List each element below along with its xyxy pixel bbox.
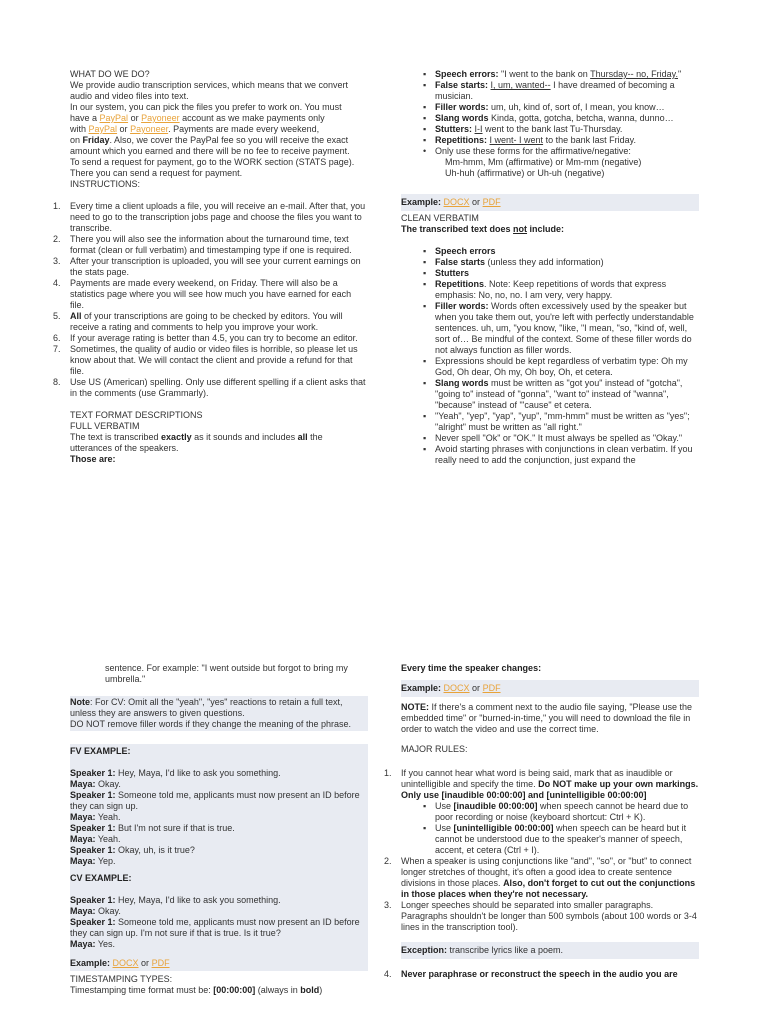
pdf-link[interactable]: PDF xyxy=(151,958,170,968)
list-item: 6. If your average rating is better than 4.5, you can try to become an editor. xyxy=(53,333,358,343)
dialog-line: Speaker 1: Someone told me, applicants must now present an ID before they can sign up. I'm not sure if that is true. Is it true? xyxy=(70,917,360,938)
list-item: ▪ "Yeah", "yep", "yap", "yup", "mm-hmm" must be written as "yes"; "alright" must be written as "all right." xyxy=(421,411,699,433)
list-item: ▪ Stutters xyxy=(421,268,699,279)
list-item: ▪ Stutters: I-I went to the bank last Tu-Thursday. xyxy=(421,124,699,135)
intro-paragraph-3: have a PayPal or Payoneer account as we make payments only xyxy=(70,113,325,123)
those-are-label: Those are: xyxy=(70,454,116,464)
list-item: ▪ Speech errors xyxy=(421,246,699,257)
sentence-continuation: sentence. For example: "I went outside but forgot to bring my umbrella." xyxy=(105,663,348,684)
affirmative-list xyxy=(421,146,699,179)
list-item: ▪ Never spell "Ok" or "OK." It must always be spelled as "Okay." xyxy=(421,433,699,444)
list-item: 4. Payments are made every weekend, on Friday. There will also be a statistics page where you will see how much you have earned for each file. xyxy=(53,278,352,310)
intro-paragraph-5: on Friday. Also, we cover the PayPal fee so you will receive the exact amount which you earned and there will be no fee to receive payment. xyxy=(70,135,350,156)
pdf-link[interactable]: PDF xyxy=(482,197,501,207)
list-item: ▪ Avoid starting phrases with conjunctions in clean verbatim. If you really need to add the conjunction, just expand the xyxy=(421,444,699,466)
list-item: • Only use these forms for the affirmative/negative: Mm-hmm, Mm (affirmative) or Mm-mm (negative) Uh-huh (affirmative) or Uh-uh (negative) xyxy=(421,146,699,179)
list-item: 1. Every time a client uploads a file, you will receive an e-mail. After that, you need to go to the transcription jobs page and choose the files you want to transcribe. xyxy=(53,201,366,233)
list-item: 8. Use US (American) spelling. Only use different spelling if a client asks that in the comments (use Grammarly). xyxy=(53,377,366,398)
list-item: 1. If you cannot hear what word is being said, mark that as inaudible or unintelligible and specify the time. Do NOT make up your own markings. Only use [inaudible 00:00:00] and [unintelligible 00:00:00] ▪ Use [inaudible 00:00:00] when speech cannot be heard due to poor recording or noise (keyboard shortcut: Ctrl + K). ▪ Use [unintelligible 00:00:00] when speech can be heard but it cannot be understood due to the speaker's manner of speech, accent, et cetera (Ctrl + I). xyxy=(401,768,699,856)
embedded-time-note: NOTE: If there's a comment next to the audio file saying, "Please use the embedded time" or "burned-in-time," you will need to download the file in order to watch the video and use the correct time. xyxy=(401,702,693,734)
text-format-heading: TEXT FORMAT DESCRIPTIONS xyxy=(70,410,203,420)
timestamping-heading: TIMESTAMPING TYPES: xyxy=(70,974,173,984)
exception-box: Exception: transcribe lyrics like a poem. xyxy=(401,942,699,959)
list-item: ▪ Use [inaudible 00:00:00] when speech cannot be heard due to poor recording or noise (keyboard shortcut: Ctrl + K). xyxy=(421,801,699,823)
list-item: ▪ Use [unintelligible 00:00:00] when speech can be heard but it cannot be understood due to the speaker's manner of speech, accent, et cetera (Ctrl + I). xyxy=(421,823,699,856)
example-links-2: Example: DOCX or PDF xyxy=(70,958,170,968)
full-verbatim-heading: FULL VERBATIM xyxy=(70,421,140,431)
docx-link[interactable]: DOCX xyxy=(443,197,470,207)
right-column-top xyxy=(401,69,699,466)
dialog-line: Speaker 1: Hey, Maya, I'd like to ask you something. xyxy=(70,768,281,778)
major-rules-list-continued xyxy=(384,969,699,980)
major-rules-list xyxy=(384,768,699,933)
dialog-line: Speaker 1: Okay, uh, is it true? xyxy=(70,845,195,855)
dialog-line: Speaker 1: Hey, Maya, I'd like to ask you something. xyxy=(70,895,281,905)
right-column-bottom xyxy=(384,663,699,980)
major-rules-heading: MAJOR RULES: xyxy=(401,744,468,754)
inaudible-sublist xyxy=(421,801,699,856)
list-item: ▪ Speech errors: "I went to the bank on Thursday-- no, Friday." xyxy=(421,69,699,80)
list-item: ▪ Filler words: um, uh, kind of, sort of, I mean, you know… xyxy=(421,102,699,113)
pdf-link[interactable]: PDF xyxy=(482,683,501,693)
clean-verbatim-intro: The transcribed text does not include: xyxy=(401,224,565,234)
list-item: 7. Sometimes, the quality of audio or video files is horrible, so please let us know about that. We will contact the client and provide a refund for that file. xyxy=(53,344,358,376)
payoneer-link-2[interactable]: Payoneer xyxy=(130,124,169,134)
intro-paragraph-2: In our system, you can pick the files you prefer to work on. You must xyxy=(70,102,342,112)
dialog-line: Maya: Okay. xyxy=(70,779,121,789)
timestamping-format: Timestamping time format must be: [00:00:00] (always in bold) xyxy=(70,985,323,995)
fv-example-box: FV EXAMPLE: Speaker 1: Hey, Maya, I'd like to ask you something. Maya: Okay. Speaker 1: Someone told me, applicants must now present an ID before they can sign up. Maya: Yeah. Speaker 1: But I'm not sure if that is true. Maya: Yeah. Speaker 1: Okay, uh, is it true? Maya: Yep. CV EXAMPLE: Speaker 1: Hey, Maya, I'd like to ask you something. Maya: Okay. Speaker 1: Someone told me, applicants must now present an ID before they can sign up. I'm not sure if that is true. Is it true? Maya: Yes. Example: DOCX or PDF xyxy=(70,744,368,971)
list-item: ▪ Filler words: Words often excessively used by the speaker but when you take them out, you're left with perfectly understandable sentences. uh, um, "you know, "like, "I mean, "so, "kind of, well, sort of… Be mindful of the context. Some of these filler words do not always function as filler words. xyxy=(421,301,699,356)
list-item: ▪ Slang words Kinda, gotta, gotcha, betcha, wanna, dunno… xyxy=(421,113,699,124)
paypal-link[interactable]: PayPal xyxy=(99,113,129,123)
dialog-line: Maya: Yes. xyxy=(70,939,116,949)
docx-link[interactable]: DOCX xyxy=(443,683,470,693)
instructions-heading: INSTRUCTIONS: xyxy=(70,179,141,189)
dialog-line: Maya: Okay. xyxy=(70,906,121,916)
list-item: 5. All of your transcriptions are going to be checked by editors. You will receive a rating and comments to help you improve your work. xyxy=(53,311,343,332)
docx-link[interactable]: DOCX xyxy=(112,958,139,968)
list-item: ▪ Slang words must be written as "got you" instead of "gotcha", "going to" instead of "gonna", "want to" instead of "wanna", "because" instead of "'cause" et cetera. xyxy=(421,378,699,411)
dialog-line: Maya: Yep. xyxy=(70,856,116,866)
dialog-line: Speaker 1: But I'm not sure if that is true. xyxy=(70,823,235,833)
dialog-line: Maya: Yeah. xyxy=(70,834,121,844)
list-item: 2. There you will also see the information about the turnaround time, text format (clean or full verbatim) and timestamping type if one is required. xyxy=(53,234,352,255)
clean-verbatim-heading: CLEAN VERBATIM xyxy=(401,213,479,223)
section-heading-what-we-do: WHAT DO WE DO? xyxy=(70,69,150,79)
intro-paragraph-6: To send a request for payment, go to the WORK section (STATS page). There you can send a request for payment. xyxy=(70,157,355,178)
list-item: 2. When a speaker is using conjunctions like "and", "so", or "but" to connect longer stretches of thought, it's often a good idea to create sentence divisions in those places. Also, don't forget to cut out the conjunctions in those places when they're not necessary. xyxy=(384,856,696,899)
example-box-3: Example: DOCX or PDF xyxy=(401,680,699,697)
clean-verbatim-list xyxy=(421,246,699,466)
example-box-1: Example: DOCX or PDF xyxy=(401,194,699,211)
intro-paragraph-4: with PayPal or Payoneer. Payments are made every weekend, xyxy=(70,124,320,134)
instructions-list xyxy=(53,201,366,399)
list-item: ▪ Expressions should be kept regardless of verbatim type: Oh my God, Oh dear, Oh my, Oh boy, Oh, et cetera. xyxy=(421,356,699,378)
list-item: 3. After your transcription is uploaded, you will see your current earnings on the stats page. xyxy=(53,256,361,277)
intro-paragraph-1: We provide audio transcription services, which means that we convert audio and video files into text. xyxy=(70,80,348,101)
note-box: Note: For CV: Omit all the "yeah", "yes" reactions to retain a full text, unless they are answers to given questions. DO NOT remove filler words if they change the meaning of the phrase. xyxy=(70,696,368,731)
list-item: ▪ False starts (unless they add information) xyxy=(421,257,699,268)
speaker-change-heading: Every time the speaker changes: xyxy=(401,663,542,673)
list-item: ▪ Repetitions. Note: Keep repetitions of words that express emphasis: No, no, no. I am very, very happy. xyxy=(421,279,699,301)
dialog-line: Speaker 1: Someone told me, applicants must now present an ID before they can sign up. xyxy=(70,790,360,811)
left-column-top xyxy=(53,69,366,465)
left-column-bottom xyxy=(70,663,368,996)
payoneer-link[interactable]: Payoneer xyxy=(141,113,180,123)
list-item: ▪ Repetitions: I went- I went to the bank last Friday. xyxy=(421,135,699,146)
list-item: 3. Longer speeches should be separated into smaller paragraphs. Paragraphs shouldn't be longer than 500 symbols (about 100 words or 3-4 lines in the transcription tool). xyxy=(384,900,697,932)
paypal-link-2[interactable]: PayPal xyxy=(88,124,118,134)
full-verbatim-description: The text is transcribed exactly as it sounds and includes all the utterances of the speakers. xyxy=(70,432,323,453)
list-item: ▪ False starts: I, um, wanted-- I have dreamed of becoming a musician. xyxy=(421,80,699,102)
list-item: 4. Never paraphrase or reconstruct the speech in the audio you are xyxy=(384,969,678,979)
dialog-line: Maya: Yeah. xyxy=(70,812,121,822)
full-verbatim-list xyxy=(421,69,699,146)
